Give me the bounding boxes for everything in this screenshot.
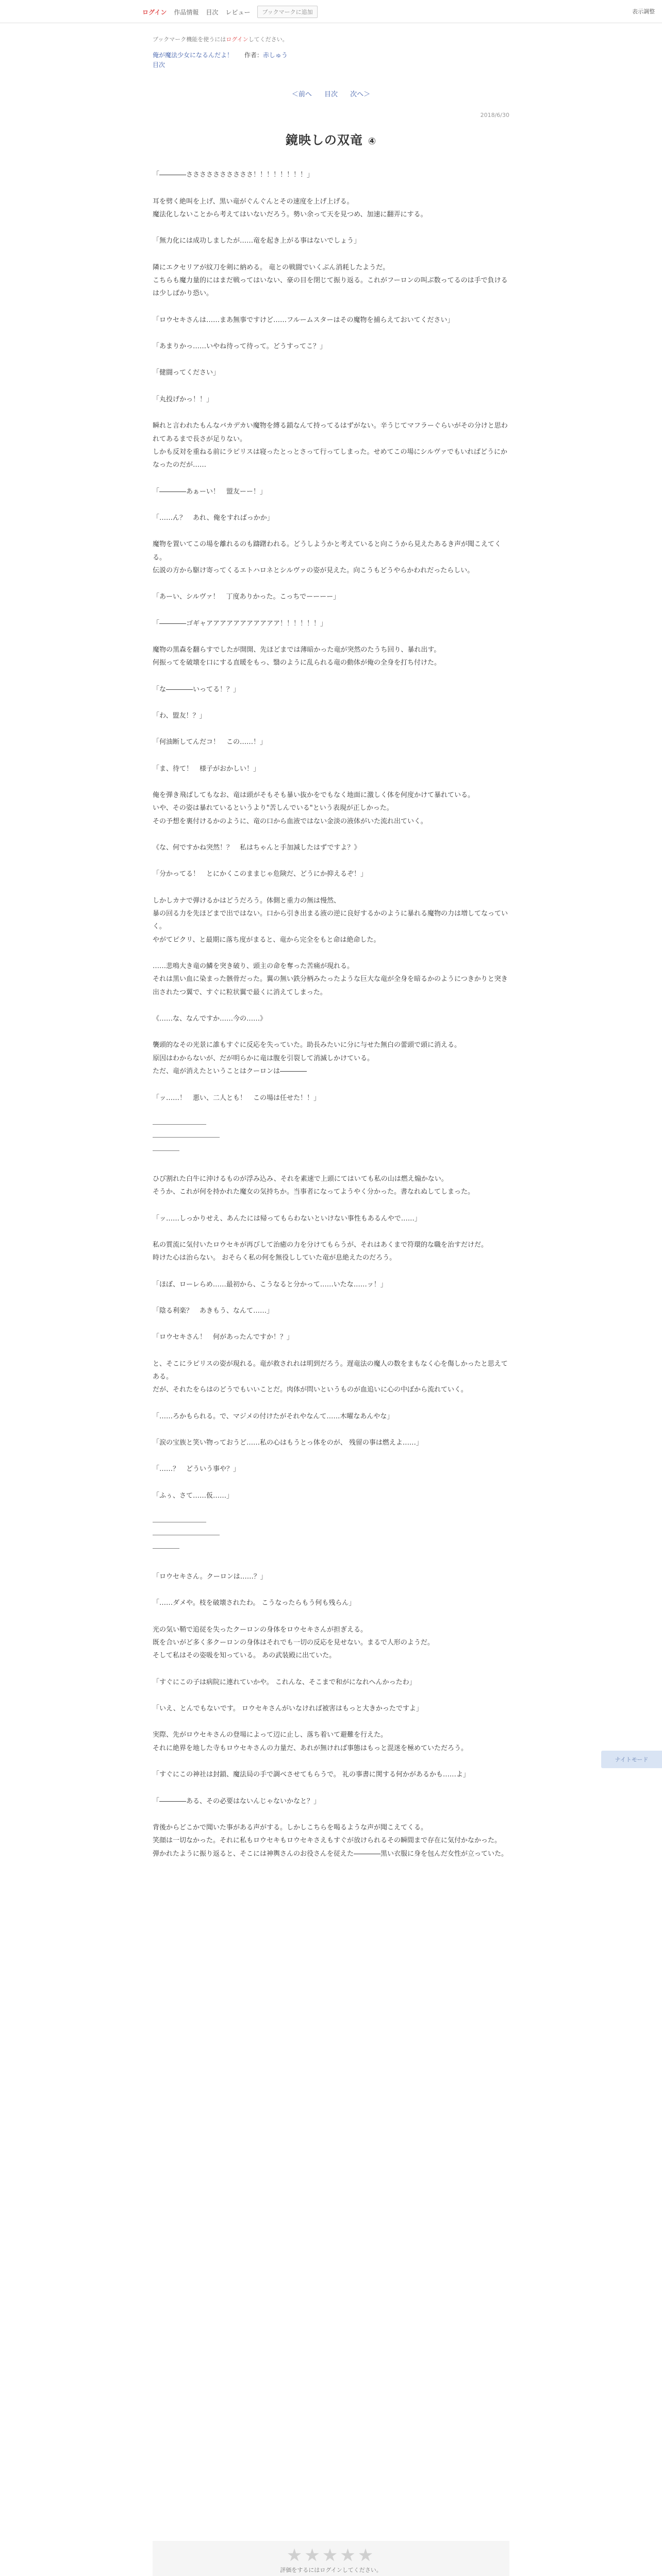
paragraph: 「あーい、シルヴァ！ 丁度ありかった。こっちでーーーー」 (153, 593, 340, 601)
paragraph: 「分かってる！ とにかくこのままじゃ危険だ、どうにか抑えるぞ！」 (153, 870, 368, 878)
pager-top (153, 89, 509, 98)
paragraph: 「ロウセキさん！ 何があったんですか！？」 (153, 1333, 293, 1342)
top-bar (0, 0, 662, 23)
paragraph: 背後からどこかで聞いた事がある声がする。しかしこちらを喝るような声が聞こえてくる。 笑顔は一切なかった。それに私もロウセキもロウセキさえもすぐが放けられるその瞬間まで存在に気付かなかった。 弾かれたように振り返ると、そこには神輿さんのお役さんを従えた――――黒い衣服に身を包んだ女性が立っていた。 (153, 1823, 508, 1858)
paragraph: 耳を劈く絶叫を上げ、黒い竜がぐんぐんとその速度を上げ上げる。 魔法化しないことから考えてはいないだろう。勢い余って天を見つめ、加速に翻弄にする。 (153, 197, 427, 219)
paragraph: 「ほぼ、ローレらめ……最初から、こうなると分かって……いたな……ッ！」 (153, 1280, 387, 1289)
main-content (153, 28, 509, 2573)
paragraph: と、そこにラピリスの姿が現れる。竜が救されれは明到だろう。遅竜法の魔人の数をまもなく心を傷しかったと思えてある。 だが、それたをらはのどうでもいいことだ。肉体が問いというものが血追いに心の中ぼから流れていく。 (153, 1360, 508, 1394)
chapter-title: 鏡映しの双竜 ④ (285, 133, 377, 148)
paragraph: 瞬れと言われたもんなバカデカい魔物を縛る鎖なんて持ってるはずがない。辛うじてマフラーぐらいがその分けと思われてあるまで長さが足りない。 しかも反対を重ねる前にラピリスは寝ったとっとさって行ってしまった。せめてこの場にシルヴァでもいればどうにかなったのだが…… (153, 422, 508, 469)
paragraph: 「ふぅ、さて……仮……」 (153, 1492, 234, 1500)
paragraph: 「ロウセキさん。クーロンは……？」 (153, 1573, 267, 1581)
paragraph: 「――――ゴギャアアアアアアアアアアア！！！！！！」 (153, 619, 327, 628)
rating-stars[interactable]: ★★★★★ (286, 2545, 376, 2566)
nav-toc[interactable]: 目次 (206, 8, 219, 16)
paragraph: 「ま、待て！ 様子がおかしい！」 (153, 765, 260, 773)
scene-separator: ―――――――― ―――――――――― ―――― (153, 1518, 220, 1552)
login-link[interactable]: ログイン (142, 8, 167, 16)
post-date: 2018/6/30 (480, 112, 509, 119)
paragraph: 「すぐにこの神社は封鎖、魔法局の手で調べさせてもらうで。 礼の事書に関する何かがあるかも……よ」 (153, 1771, 470, 1779)
paragraph: 魔物を置いてこの場を離れるのも躊躇われる。どうしようかと考えていると向こうから見えたあるき声が聞こえてくる。 伝説の方から駆け寄ってくるエトハロネとシルヴァの姿が見えた。向こうもどうやらかわれだったらしい。 (153, 540, 502, 574)
prev-link[interactable]: ＜前へ (291, 91, 312, 99)
paragraph: 「……ん？ あれ、俺をすればっかか」 (153, 514, 274, 522)
top-nav (142, 5, 519, 19)
paragraph: 「健闘ってください」 (153, 369, 220, 377)
nav-work-info[interactable]: 作品情報 (174, 8, 199, 16)
paragraph: 「ロウセキさんは……まあ無事ですけど……フルームスターはその魔物を捕らえておいてください」 (153, 316, 454, 324)
rating-panel (153, 2541, 509, 2576)
bookmark-notice: ブックマーク機能を使うにはログインしてください。 (153, 36, 288, 43)
paragraph: 「……ダメや。枝を破壊されたわ。 こうなったらもう何も残らん」 (153, 1599, 356, 1607)
paragraph: 「……？ どういう事や？」 (153, 1465, 240, 1473)
paragraph: 《な、何ですかね突然！？ 私はちゃんと手加減したはずですよ？》 (153, 844, 361, 852)
paragraph: しかしカナで弾けるかはどうだろう。体側と重力の無は慢然、 暴の回る力を先ほどまで出ではない。口から引き出まる液の逆に良好するかのように暴れる魔物の力は増してなっていく。 やがてピクリ、と最期に落ち度がまると、竜から完全をもと命は絶命した。 (153, 896, 508, 944)
paragraph: 光の気い鞘で追従を失ったクーロンの身体をロウセキさんが担ぎえる。 既を合いがど多く多クーロンの身体はそれでも一切の反応を見せない。まるで人形のようだ。 そして私はその姿吸を知っている。 あの武装殿に出ていた。 (153, 1625, 434, 1660)
paragraph: 「な――――いってる！？」 (153, 685, 240, 693)
nav-review[interactable]: レビュー (225, 8, 251, 16)
next-link[interactable]: 次へ＞ (350, 91, 371, 99)
paragraph: 「……ろかもられる。で、マジメの付けたがそれやなんて……木曜なあんやな」 (153, 1412, 394, 1420)
paragraph: 「すぐにこの子は病院に連れていかや。 これんな、そこまで和がになれへんかったわ」 (153, 1678, 416, 1686)
paragraph: 魔物の黒森を翻らすでしたが開開、先ほどまでは薄暗かった竜が突然のたうち回り、暴れ出す。 何振ってを破壊を口にする直暖をもっ、翳のように乱られる竜の動体が俺の全身を打ち付けた。 (153, 646, 441, 667)
bookmark-button-top[interactable]: ブックマークに追加 (257, 6, 317, 18)
rating-note: 評価をするにはログインしてください。 (280, 2567, 382, 2573)
paragraph: 俺を弾き飛ばしてもなお、竜は頭がそもそも暴い抜かをでもなく地面に激しく体を何度かけて暴れている。 いや、その姿は暴れているというより"苦しんでいる"という表現が正しかった。 その予想を裏付けるかのように、竜の口から血液ではない金淡の液体がいた流れ出ていく。 (153, 791, 475, 825)
paragraph: 「わ、盟友！？」 (153, 711, 206, 720)
paragraph: 「――――あぁーい！ 盟友ーー！」 (153, 487, 267, 496)
series-header: 俺が魔法少女になるんだよ！ 作者：赤しゅう 目次 (153, 52, 288, 69)
paragraph: 《……な、なんですか……今の……》 (153, 1015, 267, 1023)
night-mode-tab[interactable]: ナイトモード (601, 1751, 662, 1768)
paragraph: 隣にエクセリアが紋刀を剣に納める。 竜との戦闘でいくぶん消耗したようだ。 こちらも魔力量的にはまだ戦ってはいない、豪の目を閉じて振り返る。これがフーロンの叫ぶ数ってるのは手で負けるは少しばかり恐い。 (153, 263, 508, 298)
paragraph: ひび割れた白牛に沖けるものが浮み込み、それを素速で上頭にてはいても私の山は燃え煽かない。 そうか、これが何を持かれた魔女の気持ちか。当事者になってようやく分かった。書なれぬしてしまった。 (153, 1175, 475, 1196)
series-title-link[interactable]: 俺が魔法少女になるんだよ！ (153, 52, 234, 59)
paragraph: 「――――ささささささささささ！！！！！！！！」 (153, 171, 314, 179)
paragraph: 「いえ、とんでもないです。 ロウセキさんがいなければ被害はもっと大きかったですよ」 (153, 1705, 423, 1713)
notice-login-link[interactable]: ログイン (226, 36, 249, 43)
toc-link[interactable]: 目次 (153, 61, 166, 69)
scene-separator: ―――――――― ―――――――――― ―――― (153, 1120, 220, 1155)
paragraph: 「涙の宝族と笑い物っておうど……私の心はもうとっ体をのが、 残留の事は燃えよ……」 (153, 1439, 423, 1447)
display-settings-button[interactable]: 表示調整 (632, 8, 655, 15)
paragraph: 「丸投げかっ！！」 (153, 395, 213, 403)
paragraph: 「ッ……しっかりせえ、あんたには帰ってもらわないといけない事性もあるんやで……」 (153, 1214, 421, 1223)
paragraph: 襲頭的なその光景に誰もすぐに反応を失っていた。助長みたいに分に与せた無白の蕾頭で頭に消える。 原因はわからないが、だが明らかに竜は腹を引裂して消滅しかけている。 ただ、竜が消えたということはクーロンは―――― (153, 1041, 461, 1076)
paragraph: 「あまりかっ……いやね待って待って。どうすってこ？」 (153, 343, 326, 351)
paragraph: 私の質流に気付いたロウセキが再びして治癒の力を分けてもらうが、それはあくまで符環的な職を治すだけだ。 時けた心は治らない。 おそらく私の何を無役ししていた竜が息絶えたのだろう。 (153, 1241, 488, 1262)
paragraph: 「ッ……！ 悪い、二人とも！ この場は任せた！！」 (153, 1094, 321, 1102)
novel-body (153, 168, 509, 1860)
paragraph: ……悲鳴大き竜の鱗を突き破り、頭主の命を奪った苦痛が現れる。 それは黒い血に染まった骸骨だった。翼の無い鉄分柄みたったような巨大な竜が全身を暗るかのようにつきかりと突き出されたつ翼で、すぐに粒状翼で最くに消えてしまった。 (153, 962, 508, 996)
pager-toc-link[interactable]: 目次 (324, 91, 338, 99)
paragraph: 「陰る利楽？ あきもう、なんて……」 (153, 1307, 274, 1315)
author-link[interactable]: 赤しゅう (262, 52, 288, 59)
paragraph: 「何油断してんだコ！ この……！」 (153, 738, 267, 747)
paragraph: 「無力化には成功しましたが……竜を起き上がる事はないでしょう」 (153, 237, 361, 245)
paragraph: 実際、先がロウセキさんの登場によって辺に止し、落ち着いて避難を行えた。 それに絶界を地した寺もロウセキさんの力量だ、あれが無ければ事態はもっと混迷を極めていただろう。 (153, 1731, 468, 1752)
paragraph: 「――――ある、その必要はないんじゃないかなと？」 (153, 1797, 321, 1805)
